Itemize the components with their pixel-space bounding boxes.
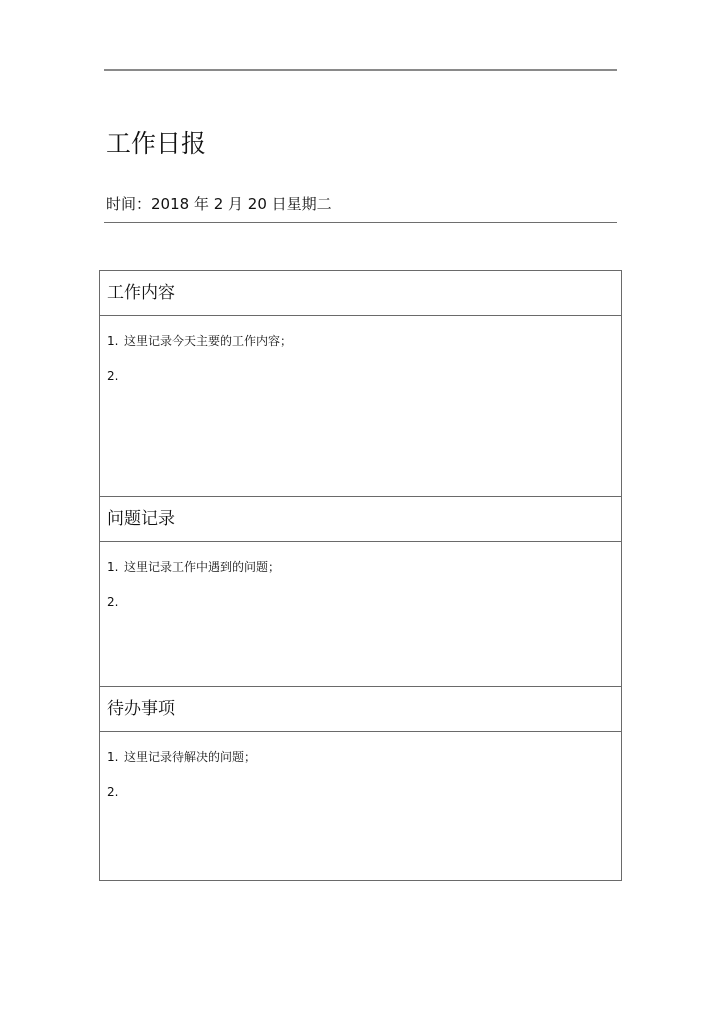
- date-line: 时间：2018 年 2 月 20 日星期二: [106, 195, 332, 213]
- list-item: 2.: [107, 369, 119, 383]
- list-item: 2.: [107, 595, 119, 609]
- date-divider: [104, 222, 617, 223]
- section-body-todo[interactable]: [100, 732, 621, 880]
- list-item: 1. 这里记录工作中遇到的问题；: [107, 560, 281, 574]
- section-body-issues[interactable]: [100, 542, 621, 687]
- list-item: 1. 这里记录今天主要的工作内容；: [107, 334, 293, 348]
- section-heading-work-content: 工作内容: [100, 271, 621, 316]
- page-title: 工作日报: [106, 129, 207, 158]
- section-body-work-content[interactable]: [100, 316, 621, 497]
- section-heading-todo: 待办事项: [100, 687, 621, 732]
- list-item: 2.: [107, 785, 119, 799]
- report-table: [99, 270, 622, 881]
- section-heading-issues: 问题记录: [100, 497, 621, 542]
- top-divider: [104, 69, 617, 71]
- list-item: 1. 这里记录待解决的问题；: [107, 750, 257, 764]
